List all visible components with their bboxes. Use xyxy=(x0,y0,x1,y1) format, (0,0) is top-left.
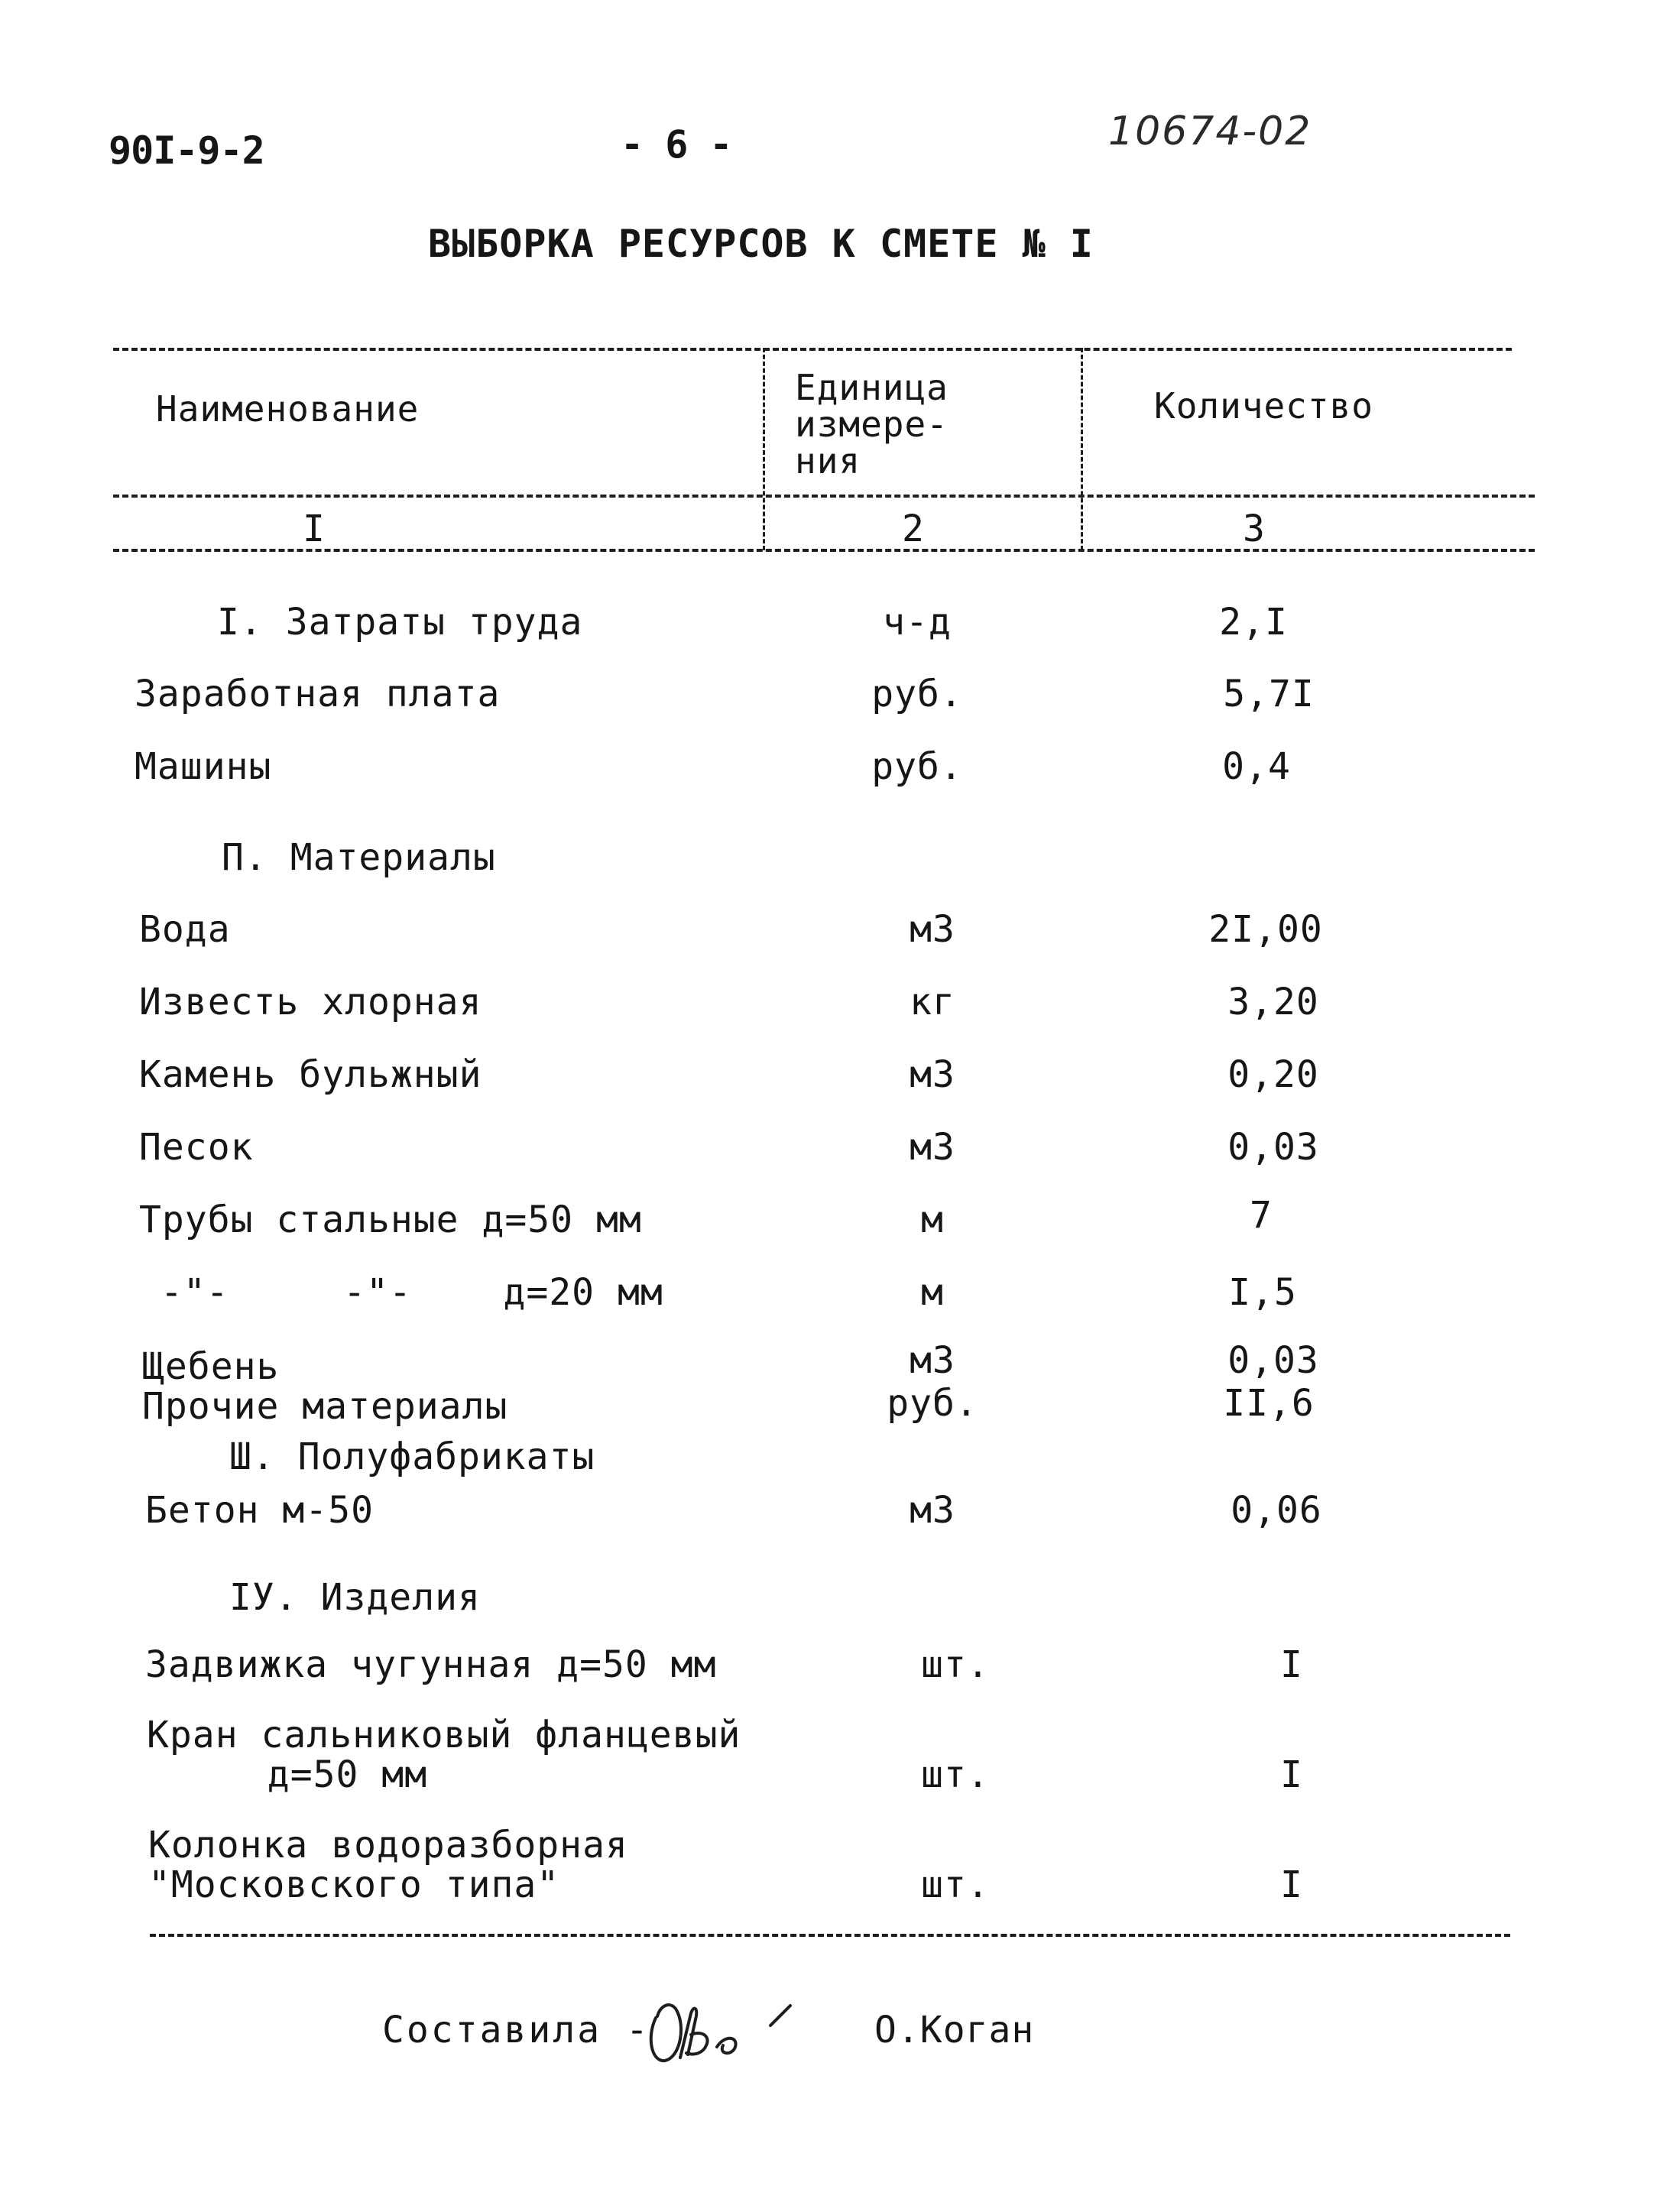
row-quantity: 0,20 xyxy=(1227,1053,1319,1096)
row-unit: руб. xyxy=(871,745,963,788)
row-quantity: I xyxy=(1280,1643,1303,1686)
column-header-unit-line-3: ния xyxy=(795,440,861,482)
row-name: Песок xyxy=(139,1126,254,1169)
row-quantity: 2,I xyxy=(1219,601,1288,644)
row-unit: шт. xyxy=(921,1863,990,1906)
row-name: Задвижка чугунная д=50 мм xyxy=(145,1643,717,1686)
row-unit: м3 xyxy=(910,1053,955,1096)
row-quantity: I xyxy=(1280,1753,1303,1796)
document-code: 90I-9-2 xyxy=(109,128,264,173)
compiler-name: О.Коган xyxy=(874,2009,1035,2051)
section-heading: П. Материалы xyxy=(222,836,496,879)
column-number-1: I xyxy=(303,508,325,550)
row-quantity: 0,06 xyxy=(1231,1489,1322,1532)
table-top-rule xyxy=(113,348,1512,351)
signature xyxy=(640,1972,809,2071)
section-heading: Ш. Полуфабрикаты xyxy=(229,1435,595,1478)
row-name: Бетон м-50 xyxy=(145,1489,374,1532)
row-quantity: 5,7I xyxy=(1223,673,1315,715)
row-name: -"- -"- д=20 мм xyxy=(161,1271,663,1314)
column-header-unit-line-1: Единица xyxy=(795,367,948,408)
row-name: Камень бульжный xyxy=(139,1053,482,1096)
row-quantity: 7 xyxy=(1250,1194,1273,1237)
column-header-quantity: Количество xyxy=(1154,385,1373,427)
row-unit: кг xyxy=(910,981,955,1023)
row-quantity: I xyxy=(1280,1863,1303,1906)
row-name: Вода xyxy=(139,908,231,951)
row-name-continued: "Московского типа" xyxy=(148,1863,560,1906)
page-number: - 6 - xyxy=(621,122,732,167)
row-name: Заработная плата xyxy=(135,673,501,715)
row-quantity: II,6 xyxy=(1223,1382,1315,1425)
row-unit: м3 xyxy=(910,908,955,951)
row-name: I. Затраты труда xyxy=(217,601,583,644)
row-unit: м3 xyxy=(910,1339,955,1382)
column-number-2: 2 xyxy=(902,508,924,550)
row-name: Щебень xyxy=(142,1345,280,1388)
column-number-3: 3 xyxy=(1243,508,1265,550)
row-unit: м3 xyxy=(910,1489,955,1532)
page-title: ВЫБОРКА РЕСУРСОВ К СМЕТЕ № I xyxy=(428,222,1094,266)
table-header-rule xyxy=(113,495,1535,498)
row-unit: ч-д xyxy=(883,601,952,644)
row-unit: руб. xyxy=(871,673,963,715)
row-name: Колонка водоразборная xyxy=(148,1824,628,1867)
section-heading: IУ. Изделия xyxy=(229,1576,481,1619)
row-unit: м3 xyxy=(910,1126,955,1169)
row-unit: м xyxy=(921,1198,944,1241)
row-quantity: 0,03 xyxy=(1227,1339,1319,1382)
row-quantity: 2I,00 xyxy=(1208,908,1323,951)
column-header-name: Наименование xyxy=(156,388,420,430)
handwritten-number: 10674-02 xyxy=(1108,109,1312,154)
row-name: Известь хлорная xyxy=(139,981,482,1023)
row-quantity: 0,4 xyxy=(1222,745,1291,788)
table-numbers-rule xyxy=(113,549,1535,552)
column-divider-1 xyxy=(763,348,765,550)
row-name: Машины xyxy=(135,745,272,788)
row-quantity: 0,03 xyxy=(1227,1126,1319,1169)
row-name: Кран сальниковый фланцевый xyxy=(147,1714,741,1756)
row-name: Трубы стальные д=50 мм xyxy=(139,1198,642,1241)
table-bottom-rule xyxy=(150,1934,1510,1937)
row-unit: шт. xyxy=(921,1753,990,1796)
column-header-unit-line-2: измере- xyxy=(795,404,948,445)
column-divider-2 xyxy=(1081,348,1083,550)
row-name-continued: д=50 мм xyxy=(222,1753,428,1796)
row-quantity: 3,20 xyxy=(1227,981,1319,1023)
row-unit: шт. xyxy=(921,1643,990,1686)
row-name: Прочие материалы xyxy=(142,1385,508,1428)
row-unit: м xyxy=(921,1271,944,1314)
compiled-by-label: Составила - xyxy=(382,2009,650,2051)
row-quantity: I,5 xyxy=(1228,1271,1297,1314)
row-unit: руб. xyxy=(887,1382,978,1425)
